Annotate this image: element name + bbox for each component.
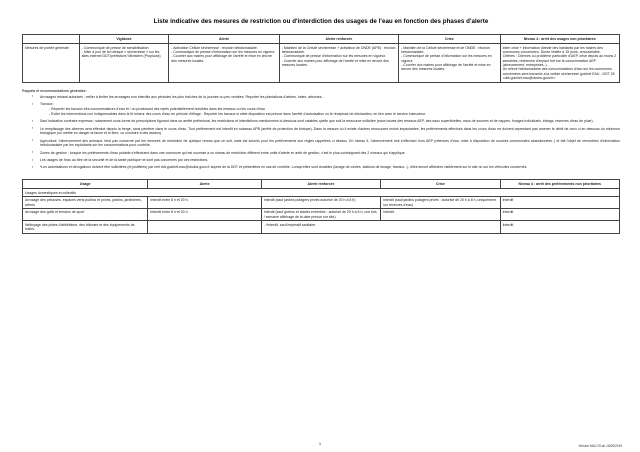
rappel-item xyxy=(32,151,620,156)
cell-niveau4: Interdit xyxy=(500,209,619,221)
header-alerte: Alerte xyxy=(169,35,279,44)
page-title: Liste indicative des mesures de restriction ou d'interdiction des usages de l'eau en fonction des phases d'alerte xyxy=(153,18,489,25)
cell-alerte-renforcee: - Maintien de la Cellule sécheresse + activation de ONDE (AFB) : réunion hebdomadaire. - Communiqué de presse d'information sur les mesures en vigueur. - Courrier aux maires pour affichage de l'arrêté et mise en œuvre des mesures locales. xyxy=(279,44,398,82)
rappel-text: Agriculture :l'abreuvement des animaux n'est pas concerné par les mesures de restriction de quelque niveau que ce soit, mais est soumis pour les prélèvements aux règles rappelées ci dessus. En niveau 4, l'abreuvement doit s'effectuer hors AEP (retenues d'eau, mise à disposition de sources communales abandonnées..) et fait l'objet de remontées d'information hebdomadaire par les exploitants sur les consommations pour contrôle. xyxy=(40,138,620,148)
rappels-list xyxy=(32,95,620,170)
row-label-mesures-generales: Mesures de portée générale xyxy=(23,44,80,82)
rappel-item xyxy=(32,127,620,136)
usages-table xyxy=(22,179,620,234)
header-corner xyxy=(23,35,80,44)
rappel-subitem: - Reporter les travaux très consommateurs d'eau et / ou produisant des rejets potentiellement nuisibles dans les réseaux ou les cours d'eau xyxy=(49,106,265,111)
header-alerte-renforcee: Alerte renforcée xyxy=(279,35,398,44)
usages-header-alerte-renforcee: Alerte renforcée xyxy=(261,180,380,189)
cell-alerte xyxy=(148,221,261,233)
rappel-item xyxy=(32,165,620,170)
cell-niveau4: Idem crise + information directe des habitants par les maires des communes concernées. Durée limitée à 15 jours, renouvelable. Critères : Citernes ou problème particulier d'AEP, crise depuis au moins 2 semaines, recherche d'impact fort sur la consommation AEP (abreuvement, entreprises..)- Un relevé hebdomadaire des consommations d'eau sur les communes concernées sera transmis à la cellule sécheresse guichet EAU - DDT 25 <ddt-guichet-eau@doubs.gouv.fr> xyxy=(500,44,619,82)
usages-section-title: Usages domestiques et collectifs xyxy=(23,189,620,197)
cell-niveau4: Interdit xyxy=(500,221,619,233)
rappel-subitem: - Éviter les interventions non indispensables dans le lit mineur des cours d'eau en période d'étiage . Reporter les travaux si cette disposition est prévue dans l'arrêté d'autorisation ou le récépissé de déclaration, en lien avec le service instructeur. xyxy=(49,112,426,116)
rappel-item xyxy=(32,119,620,124)
rappel-item xyxy=(32,95,620,100)
cell-alerte: Interdit entre 8 h et 20 h. xyxy=(148,209,261,221)
rappel-item xyxy=(32,158,620,163)
usage-label: Arrosage des pelouses, espaces verts publics et privés, jardins, jardinières, arbres xyxy=(23,197,148,209)
cell-crise: Interdit. xyxy=(381,209,500,221)
cell-alerte-renforcee: Interdit (sauf greens et stades enherbés : autorisé de 20 h à 8 h, une fois / semaine affichage de la date prévue sur site). xyxy=(261,209,380,221)
usages-header-row xyxy=(23,180,620,189)
header-crise: Crise xyxy=(399,35,500,44)
table-row xyxy=(23,197,620,209)
rappel-item xyxy=(32,139,620,148)
rappel-text: Sauf indication contraire expresse, notamment sous forme de prescriptions figurant dans un arrêté préfectoral, les restrictions et interdictions mentionnées ci-dessous sont valables quelle que soit la ressource sollicitée (eaux issues des réseaux AEP, des eaux superficielles, eaux de sources et de nappes, forages individuels, étangs, réserves d'eau de pluie). xyxy=(40,119,594,124)
cell-vigilance: - Communiqué de presse de sensibilisation - Mise à jour de la rubrique « sécheresse » sur les sites internet DDT/préfecture/ Ministère (Propluvia) xyxy=(79,44,169,82)
document-version: Version MAJ 25 du 19/05/2019 xyxy=(578,444,622,448)
rappel-subitems xyxy=(49,107,620,117)
rappel-text: Arrosages restant autorisés : veiller à limiter les arrosages non interdits aux périodes les plus fraîches de la journée ou peu ventées. Reporter les plantations d'arbres, haies, arbustes... xyxy=(40,94,325,99)
usages-header-crise: Crise xyxy=(381,180,500,189)
cell-niveau4: Interdit xyxy=(500,197,619,209)
header-vigilance: Vigilance xyxy=(79,35,169,44)
rappels-heading: Rappels et recommandations générales : xyxy=(22,88,88,93)
usages-header-usage: Usage xyxy=(23,180,148,189)
usages-header-niveau4: Niveau 4 : arrêt des prélèvements non prioritaires xyxy=(500,180,619,189)
rappel-text: Zones de gestion : lorsque les prélèvements d'eau potable s'effectuent dans une commune qui est soumise à un niveau de restriction différent entre unité d'alerte et unité de gestion, c'est le plus contraignant des 2 niveaux qui s'applique. xyxy=(40,150,406,155)
rappel-text: *Les autorisations et dérogations doivent être sollicitées (et justifiées) par mél ddt-guichet-eau@doubs.gouv.fr auprès de la DDT et présentées en cas de contrôle. Lorsqu'elles sont durables (lavage de voiries, stations de lavage, travaux...), elles seront affichées visiblement sur le site ou sur les véhicules concernés. xyxy=(40,165,528,170)
header-niveau4: Niveau 4 : arrêt des usages non prioritaires xyxy=(500,35,619,44)
table-row xyxy=(23,209,620,221)
table-header-row xyxy=(23,35,620,44)
rappel-text: Le remplissage des citernes sera effectué depuis la berge, sans pénétrer dans le cours d'eau. Tout prélèvement est interdit en ruisseau APB (arrêté de protection de biotope). Dans la mesure où il existe d'autres ressources moins impactantes, les prélèvements effectués dans les cours d'eau ne doivent cependant pas amener le débit de ceux ci en dessous du minimum biologique (ou mettre en danger la faune et la flore, ou conduire à des assecs). xyxy=(40,126,620,136)
usage-label: Arrosage des golfs et terrains de sport xyxy=(23,209,148,221)
cell-alerte-renforcee: Interdit (sauf jardins potagers privés autorisé de 20 h à 8 h) xyxy=(261,197,380,209)
page-footer xyxy=(0,442,640,446)
cell-merged-restriction: - *Interdit, sauf impératif sanitaire. xyxy=(261,221,500,233)
main-measures-table xyxy=(22,34,620,83)
rappel-item xyxy=(32,102,620,117)
rappel-text: Les usages de l'eau au titre de la sécurité et de la santé publique ne sont pas concernés par ces restrictions. xyxy=(40,158,209,162)
cell-alerte: Interdit entre 8 h et 20 h. xyxy=(148,197,261,209)
table-row xyxy=(23,221,620,233)
rappel-text: Travaux : xyxy=(40,102,55,107)
cell-crise: Interdit (sauf jardins potagers privés : autorisé de 20 h à 8 h, uniquement sur réserves d'eau) xyxy=(381,197,500,209)
cell-crise: - Maintien de la Cellule sécheresse et de ONDE : réunion hebdomadaire. - Communiqué de presse d'information sur les mesures en vigueur. - Courrier aux maires pour affichage de l'arrêté et mise en œuvre des mesures locales. xyxy=(399,44,500,82)
cell-alerte: - Activation Cellule sécheresse : réunion hebdomadaire. - Communiqué de presse d'information sur les mesures en vigueur. - Courrier aux maires pour affichage de l'arrêté et mise en œuvre des mesures locales. xyxy=(169,44,279,82)
table-row xyxy=(23,44,620,82)
usages-section-row xyxy=(23,189,620,197)
usage-label: Nettoyage des pistes d'athlétisme, des tribunes et des équipements de loisirs. xyxy=(23,221,148,233)
page-number: 1 xyxy=(319,442,321,446)
usages-header-alerte: Alerte xyxy=(148,180,261,189)
